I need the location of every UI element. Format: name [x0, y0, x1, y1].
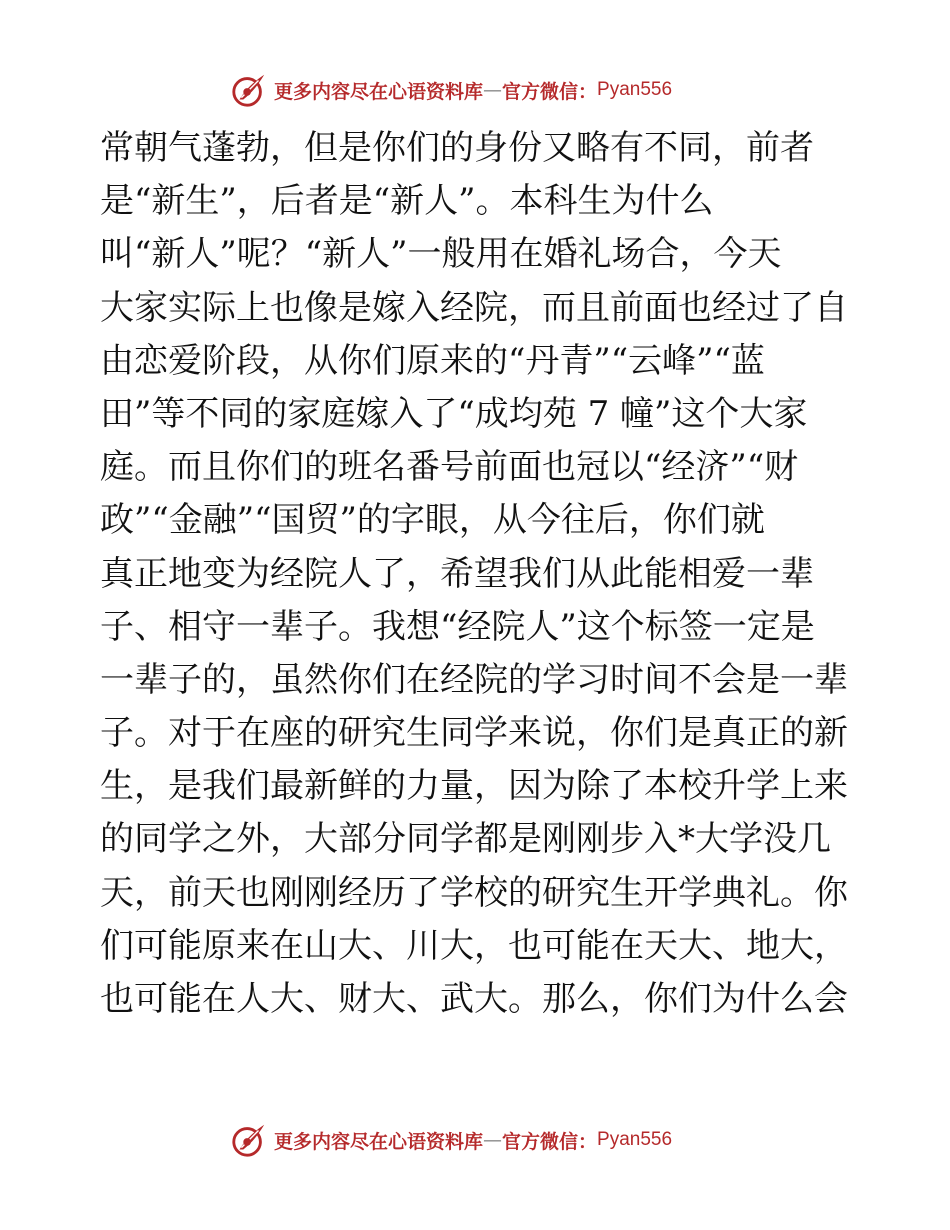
body-text: [100, 122, 860, 1026]
text-line: 常朝气蓬勃，但是你们的身份又略有不同，前者: [100, 128, 814, 168]
text-line: 天，前天也刚刚经历了学校的研究生开学典礼。你: [100, 872, 848, 913]
text-line: 子。对于在座的研究生同学来说，你们是真正的新: [100, 713, 848, 754]
text-line: 一辈子的，虽然你们在经院的学习时间不会是一辈: [100, 659, 848, 700]
text-line: 真正地变为经院人了，希望我们从此能相爱一辈: [100, 553, 814, 594]
text-line: 由恋爱阶段，从你们原来的“丹青”“云峰”“蓝: [100, 340, 765, 381]
quill-logo-icon: [230, 71, 268, 109]
banner-title: 更多内容尽在心语资料库: [274, 80, 484, 103]
banner-label: 官方微信：: [502, 1130, 598, 1153]
text-line: 政”“金融”“国贸”的字眼，从今往后，你们就: [100, 500, 765, 541]
text-line: 叫“新人”呢？“新人”一般用在婚礼场合，今天: [100, 234, 782, 275]
quill-logo-icon: [230, 1121, 268, 1159]
banner-dash: —: [483, 1129, 503, 1151]
text-line: 的同学之外，大部分同学都是刚刚步入*大学没几: [100, 819, 831, 860]
text-line: 大家实际上也像是嫁入经院，而且前面也经过了自: [100, 287, 848, 328]
text-line: 是“新生”，后者是“新人”。本科生为什么: [100, 181, 714, 222]
text-line: 们可能原来在山大、川大，也可能在天大、地大，: [100, 925, 848, 966]
banner-wechat-id: Pyan556: [597, 1129, 673, 1150]
header-banner: [230, 70, 720, 110]
text-line: 也可能在人大、财大、武大。那么，你们为什么会: [100, 979, 848, 1019]
text-line: 生，是我们最新鲜的力量，因为除了本校升学上来: [100, 766, 848, 807]
banner-label: 官方微信：: [502, 80, 598, 103]
footer-banner: [230, 1120, 720, 1160]
banner-title: 更多内容尽在心语资料库: [274, 1130, 484, 1153]
banner-dash: —: [483, 79, 503, 101]
banner-wechat-id: Pyan556: [597, 79, 673, 100]
text-line: 庭。而且你们的班名番号前面也冠以“经济”“财: [100, 447, 799, 488]
text-line: 子、相守一辈子。我想“经院人”这个标签一定是: [100, 606, 815, 647]
text-line: 田”等不同的家庭嫁入了“成均苑 7 幢”这个大家: [100, 393, 808, 434]
